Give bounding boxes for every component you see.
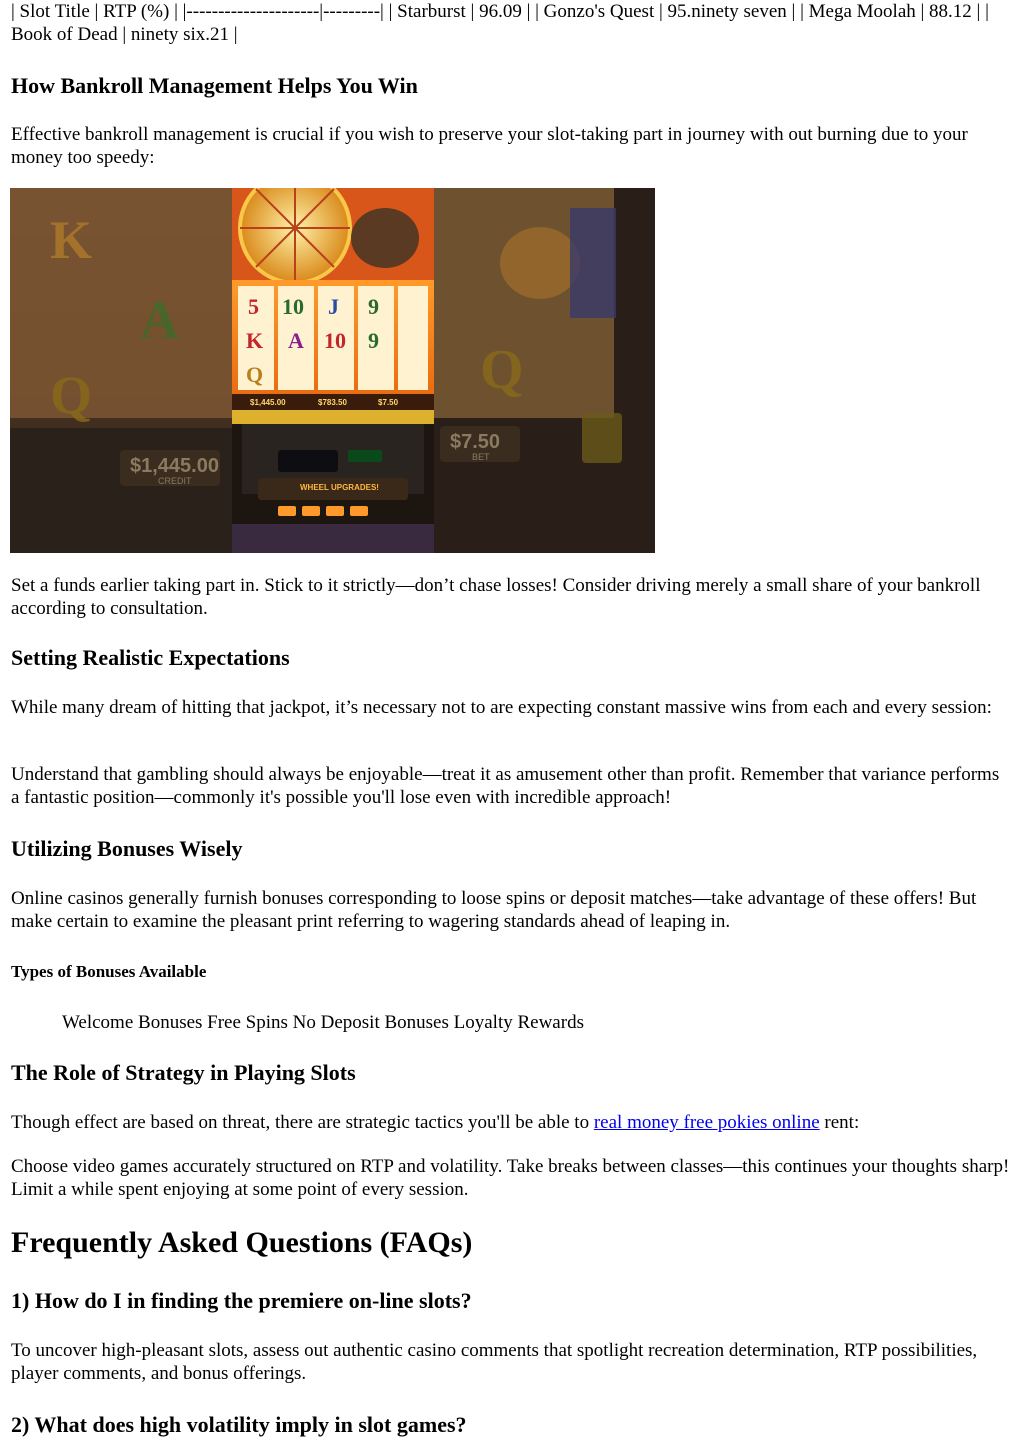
heading-bankroll: How Bankroll Management Helps You Win	[11, 73, 418, 98]
strategy-p1-start: Though effect are based on threat, there are strategic tactics you'll be able to	[11, 1112, 594, 1133]
svg-text:Q: Q	[50, 365, 93, 425]
strategy-p1	[11, 1111, 1011, 1134]
bankroll-after-image: Set a funds earlier taking part in. Stick to it strictly—don’t chase losses! Consider driving merely a small share of your bankroll according to consultation.	[11, 575, 981, 619]
reel-symbol: 10	[282, 294, 304, 319]
heading-bonus-types: Types of Bonuses Available	[11, 962, 207, 981]
svg-text:A: A	[140, 290, 179, 350]
heading-expectations: Setting Realistic Expectations	[11, 645, 290, 670]
bet-right-text: $7.50	[450, 431, 501, 453]
buffalo-icon	[351, 208, 419, 268]
svg-text:K: K	[50, 210, 93, 270]
tiger-icon	[500, 227, 580, 299]
reel-symbol: A	[288, 328, 304, 353]
credit-left-label: CREDIT	[158, 476, 192, 486]
strategy-p2: Choose video games accurately structured on RTP and volatility. Take breaks between classes—this continues your thoughts sharp! Limit a while spent enjoying at some point of every session.	[11, 1156, 1010, 1200]
center-win-text: $783.50	[318, 398, 347, 407]
heading-bonuses: Utilizing Bonuses Wisely	[11, 836, 243, 861]
reel-symbol: K	[246, 328, 264, 353]
bet-right-label: BET	[472, 452, 490, 462]
strategy-p1-end: rent:	[819, 1112, 860, 1133]
bonuses-p1: Online casinos generally furnish bonuses corresponding to loose spins or deposit matches—take advantage of these offers! But make certain to examine the pleasant print referring to wagering standards ahead of leaping in.	[11, 888, 977, 932]
rtp-table-text: | Slot Title | RTP (%) | |---------------------|---------| | Starburst | 96.09 | | Gonzo's Quest | 95.ninety seven | | Mega Moolah | 88.12 | | Book of Dead | ninety six.21 |	[11, 1, 989, 45]
reel-symbol: 9	[368, 294, 379, 319]
heading-faq: Frequently Asked Questions (FAQs)	[11, 1226, 473, 1259]
faq-question-2: 2) What does high volatility imply in slot games?	[11, 1412, 467, 1437]
credit-left-text: $1,445.00	[130, 455, 219, 477]
slot-machine-photo	[10, 188, 655, 553]
heading-strategy: The Role of Strategy in Playing Slots	[11, 1060, 356, 1085]
center-bet-text: $7.50	[378, 398, 399, 407]
faq-answer-1: To uncover high-pleasant slots, assess out authentic casino comments that spotlight recreation determination, RTP possibilities, player comments, and bonus offerings.	[11, 1340, 978, 1384]
faq-question-1: 1) How do I in finding the premiere on-line slots?	[11, 1288, 472, 1313]
svg-text:Q: Q	[480, 339, 524, 401]
bonus-types-list: Welcome Bonuses Free Spins No Deposit Bonuses Loyalty Rewards	[62, 1012, 584, 1033]
wheel-upgrades-text: WHEEL UPGRADES!	[300, 483, 379, 492]
center-credit-text: $1,445.00	[250, 398, 286, 407]
reel-symbol: 9	[368, 328, 379, 353]
reel-symbol: 5	[248, 294, 259, 319]
reel-symbol: J	[328, 294, 339, 319]
reel-symbol: Q	[246, 362, 264, 387]
bankroll-intro: Effective bankroll management is crucial if you wish to preserve your slot-taking part in journey with out burning due to your money too speedy:	[11, 124, 968, 168]
real-money-pokies-link[interactable]: real money free pokies online	[593, 1112, 820, 1133]
expectations-p1: While many dream of hitting that jackpot, it’s necessary not to are expecting constant massive wins from each and every session:	[11, 697, 992, 718]
reel-symbol: 10	[324, 328, 346, 353]
expectations-p2: Understand that gambling should always be enjoyable—treat it as amusement other than profit. Remember that variance performs a fantastic position—commonly it's possible you'll lose even with incredible approach!	[11, 764, 1000, 808]
